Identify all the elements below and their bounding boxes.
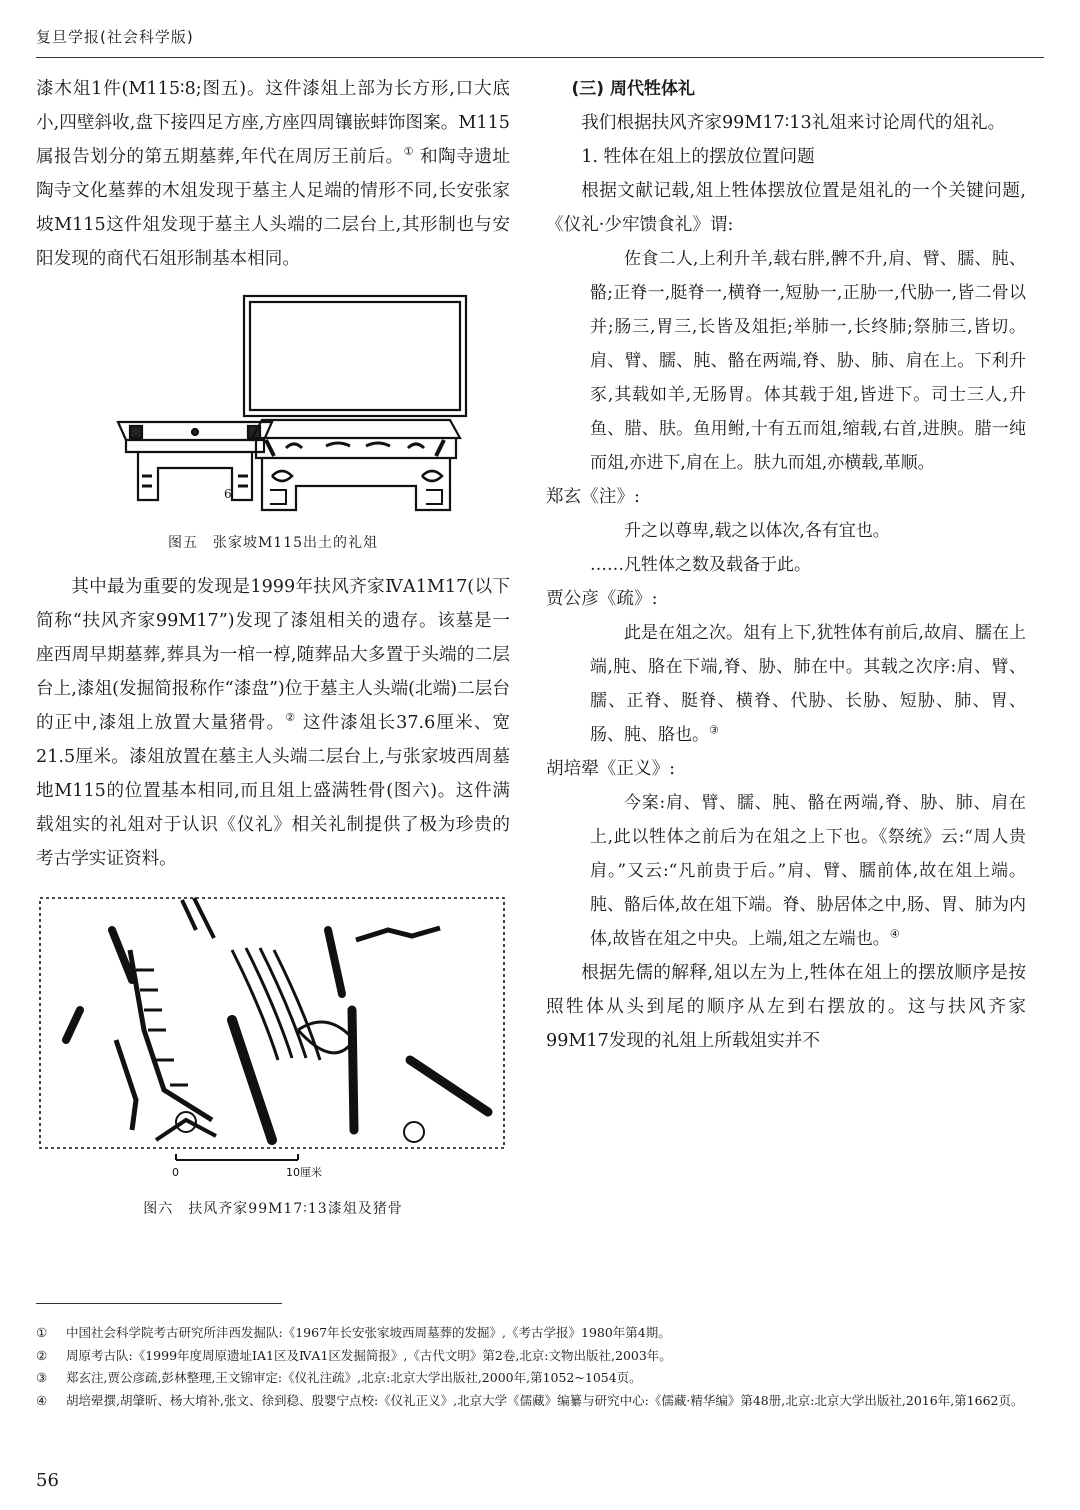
left-paragraph-2: 其中最为重要的发现是1999年扶风齐家ⅣA1M17(以下简称“扶风齐家99M17”)发现了漆俎相关的遗存。该墓是一座西周早期墓葬,葬具为一棺一椁,随葬品大多置于头端的二层台上,漆俎(发掘简报称作“漆盘”)位于墓主人头端(北端)二层台的正中,漆俎上放置大量猪骨。② 这件漆俎长37.6厘米、宽21.5厘米。漆俎放置在墓主人头端二层台上,与张家坡西周墓地M115的位置基本相同,而且俎上盛满牲骨(图六)。这件满载俎实的礼俎对于认识《仪礼》相关礼制提供了极为珍贵的考古学实证资料。	[36, 577, 510, 869]
figure-6	[36, 890, 510, 1190]
footnote-rule	[36, 1303, 282, 1304]
right-paragraph-2: 根据文献记载,俎上牲体摆放位置是俎礼的一个关键问题,《仪礼·少牢馈食礼》谓:	[546, 181, 1026, 235]
figure-5-mark: 6	[224, 487, 232, 501]
figure-5-drawing	[36, 290, 510, 526]
header-rule	[36, 57, 1044, 58]
footnote-item: ① 中国社会科学院考古研究所沣西发掘队:《1967年长安张家坡西周墓葬的发掘》,《考古学报》1980年第4期。	[36, 1325, 671, 1340]
footnote-ref-4[interactable]: ④	[889, 927, 900, 941]
label-hu-peihui: 胡培翚《正义》:	[546, 759, 676, 779]
label-zheng-xuan: 郑玄《注》:	[546, 487, 640, 507]
quote-shaolao: 佐食二人,上利升羊,载右胖,髀不升,肩、臂、臑、肫、骼;正脊一,脡脊一,横脊一,短胁一,正胁一,代胁一,皆二骨以并;肠三,胃三,长皆及俎拒;举肺一,长终肺;祭肺三,皆切。肩、臂、臑、肫、骼在两端,脊、胁、肺、肩在上。下利升豕,其载如羊,无肠胃。体其载于俎,皆进下。司士三人,升鱼、腊、肤。鱼用鲋,十有五而俎,缩载,右首,进腴。腊一纯而俎,亦进下,肩在上。肤九而俎,亦横载,革顺。	[590, 249, 1026, 473]
quote-zheng-2: ……凡牲体之数及载备于此。	[590, 555, 811, 575]
figure-5	[36, 290, 510, 526]
right-paragraph-1: 我们根据扶风齐家99M17∶13礼俎来讨论周代的俎礼。	[581, 113, 1006, 133]
right-column	[546, 72, 1026, 1058]
footnote-item: ④ 胡培翚撰,胡肇昕、杨大堉补,张文、徐到稳、殷婴宁点校:《仪礼正义》,北京大学《儒藏》编纂与研究中心:《儒藏·精华编》第48册,北京:北京大学出版社,2016年,第1662页。	[36, 1392, 1024, 1408]
quote-zheng-1: 升之以尊卑,载之以体次,各有宜也。	[624, 521, 890, 541]
page-number: 56	[36, 1470, 59, 1491]
subsection-1-title: 1. 牲体在俎上的摆放位置问题	[581, 147, 815, 167]
quote-jia: 此是在俎之次。俎有上下,犹牲体有前后,故肩、臑在上端,肫、胳在下端,脊、胁、肺在中。其载之次序:肩、臂、臑、正脊、脡脊、横脊、代胁、长胁、短胁、肺、胃、肠、肫、胳也。③	[590, 623, 1026, 745]
figure-6-caption: 图六 扶风齐家99M17∶13漆俎及猪骨	[143, 1201, 403, 1217]
right-paragraph-3: 根据先儒的解释,俎以左为上,牲体在俎上的摆放顺序是按照牲体从头到尾的顺序从左到右摆放的。这与扶风齐家99M17发现的礼俎上所载俎实并不	[546, 963, 1026, 1051]
figure-5-caption: 图五 张家坡M115出土的礼俎	[167, 535, 379, 551]
scale-label: 10厘米	[286, 1166, 322, 1179]
label-jia-gongyan: 贾公彦《疏》:	[546, 589, 658, 609]
footnote-item: ② 周原考古队:《1999年度周原遗址ⅠA1区及ⅣA1区发掘简报》,《古代文明》第2卷,北京:文物出版社,2003年。	[36, 1347, 672, 1363]
footnote-ref-3[interactable]: ③	[709, 723, 719, 737]
figure-6-drawing	[36, 890, 510, 1190]
scale-zero: 0	[172, 1166, 179, 1179]
running-header: 复旦学报(社会科学版)	[36, 28, 194, 46]
footnote-ref-1[interactable]: ①	[403, 145, 415, 159]
footnote-item: ③ 郑玄注,贾公彦疏,彭林整理,王文锦审定:《仪礼注疏》,北京:北京大学出版社,2000年,第1052~1054页。	[36, 1370, 642, 1385]
section-title: (三) 周代牲体礼	[571, 79, 695, 99]
footnote-ref-2[interactable]: ②	[285, 711, 297, 725]
quote-hu: 今案:肩、臂、臑、肫、骼在两端,脊、胁、肺、肩在上,此以牲体之前后为在俎之上下也。《祭统》云:“周人贵肩。”又云:“凡前贵于后。”肩、臂、臑前体,故在俎上端。肫、骼后体,故在俎下端。脊、胁居体之中,肠、胃、肺为内体,故皆在俎之中央。上端,俎之左端也。④	[590, 793, 1026, 949]
left-column	[36, 72, 510, 1218]
footnotes	[36, 1322, 1036, 1412]
left-paragraph-1: 漆木俎1件(M115∶8;图五)。这件漆俎上部为长方形,口大底小,四壁斜收,盘下接四足方座,方座四周镶嵌蚌饰图案。M115属报告划分的第五期墓葬,年代在周厉王前后。① 和陶寺遗址陶寺文化墓葬的木俎发现于墓主人足端的情形不同,长安张家坡M115这件俎发现于墓主人头端的二层台上,其形制也与安阳发现的商代石俎形制基本相同。	[36, 79, 510, 269]
